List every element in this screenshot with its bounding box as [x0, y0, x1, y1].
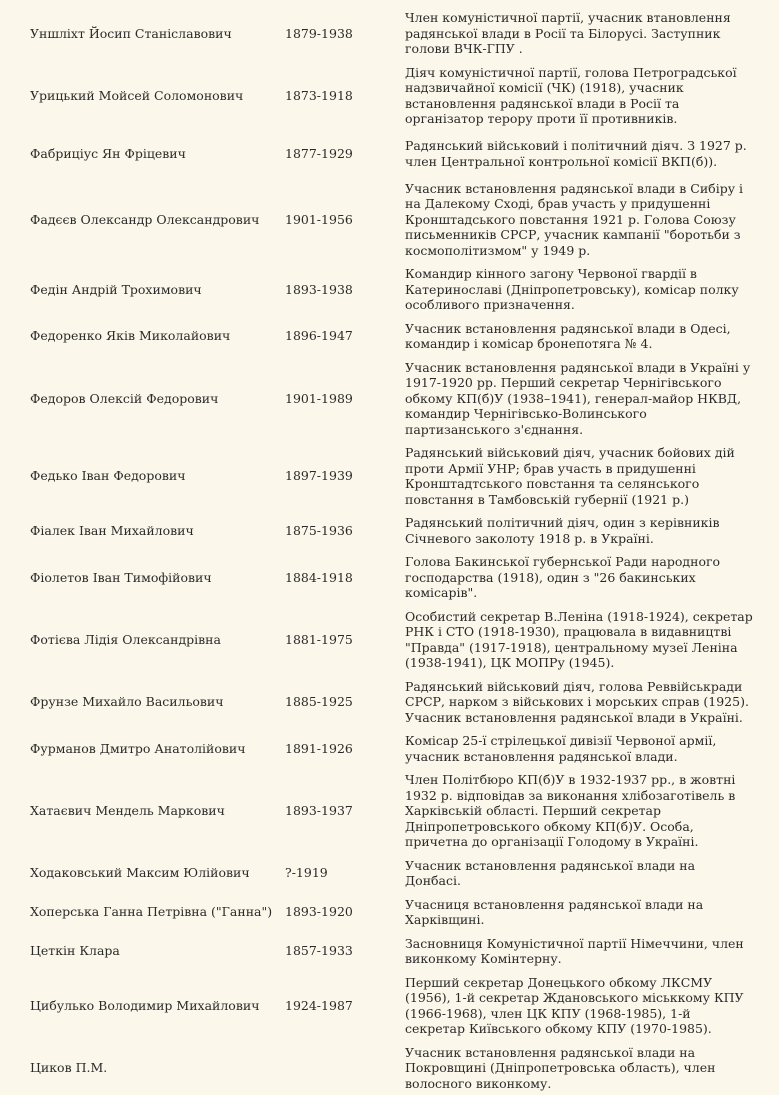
person-years: 1891-1926: [283, 729, 405, 768]
person-description: Комісар 25-ї стрілецької дивізії Червоної армії, учасник встановлення радянської влади.: [405, 729, 779, 768]
person-description: Учасник встановлення радянської влади на Донбасі.: [405, 854, 779, 893]
person-description: Учасник встановлення радянської влади в Одесі, командир і комісар бронепотяга № 4.: [405, 317, 779, 356]
person-years: 1885-1925: [283, 675, 405, 730]
table-row: [0, 177, 779, 263]
person-years: 1901-1989: [283, 356, 405, 442]
person-description: Особистий секретар В.Леніна (1918-1924), секретар РНК і СТО (1918-1930), працювала в видавництві "Правда" (1917-1918), центральному музеї Леніна (1938-1941), ЦК МОПРу (1945).: [405, 605, 779, 675]
person-description: Учасник встановлення радянської влади на Покровщині (Дніпропетровська область), член волосного виконкому.: [405, 1041, 779, 1095]
person-years: 1901-1956: [283, 177, 405, 263]
table-row: [0, 971, 779, 1041]
person-years: [283, 1041, 405, 1095]
table-row: [0, 932, 779, 971]
person-name: Федько Іван Федорович: [0, 441, 283, 511]
person-description: Командир кінного загону Червоної гвардії в Катеринославі (Дніпропетровську), комісар полку особливого призначення.: [405, 262, 779, 317]
table-row: [0, 356, 779, 442]
person-years: 1893-1938: [283, 262, 405, 317]
person-description: Учасниця встановлення радянської влади на Харківщині.: [405, 893, 779, 932]
person-years: 1877-1929: [283, 131, 405, 177]
person-years: 1924-1987: [283, 971, 405, 1041]
person-name: Ходаковський Максим Юлійович: [0, 854, 283, 893]
person-name: Фіолетов Іван Тимофійович: [0, 550, 283, 605]
person-name: Фотієва Лідія Олександрівна: [0, 605, 283, 675]
person-years: 1884-1918: [283, 550, 405, 605]
person-name: Хатаєвич Мендель Маркович: [0, 768, 283, 854]
person-years: 1857-1933: [283, 932, 405, 971]
person-name: Фадєєв Олександр Олександрович: [0, 177, 283, 263]
person-years: 1893-1920: [283, 893, 405, 932]
table-row: [0, 675, 779, 730]
person-description: Радянський політичний діяч, один з керівників Січневого заколоту 1918 р. в Україні.: [405, 511, 779, 550]
person-description: Голова Бакинської губернської Ради народного господарства (1918), один з "26 бакинських комісарів".: [405, 550, 779, 605]
person-years: ?-1919: [283, 854, 405, 893]
person-years: 1897-1939: [283, 441, 405, 511]
person-description: Діяч комуністичної партії, голова Петроградської надзвичайної комісії (ЧК) (1918), учасник встановлення радянської влади в Росії та організатор терору проти її противників.: [405, 61, 779, 131]
table-row: [0, 893, 779, 932]
table-row: [0, 768, 779, 854]
table-row: [0, 854, 779, 893]
person-description: Учасник встановлення радянської влади в Україні у 1917-1920 рр. Перший секретар Чернігівського обкому КП(б)У (1938–1941), генерал-майор НКВД, командир Чернігівсько-Волинського партизанського з'єднання.: [405, 356, 779, 442]
person-years: 1875-1936: [283, 511, 405, 550]
person-name: Федін Андрій Трохимович: [0, 262, 283, 317]
person-description: Засновниця Комуністичної партії Німеччини, член виконкому Комінтерну.: [405, 932, 779, 971]
person-description: Перший секретар Донецького обкому ЛКСМУ (1956), 1-й секретар Ждановського міськкому КПУ (1966-1968), член ЦК КПУ (1968-1985), 1-й секретар Київського обкому КПУ (1970-1985).: [405, 971, 779, 1041]
table-row: [0, 317, 779, 356]
person-name: Фрунзе Михайло Васильович: [0, 675, 283, 730]
person-description: Радянський військовий діяч, учасник бойових дій проти Армії УНР; брав участь в придушенні Кронштадтського повстання та селянського повстання в Тамбовській губернії (1921 р.): [405, 441, 779, 511]
person-years: 1893-1937: [283, 768, 405, 854]
table-row: [0, 441, 779, 511]
people-table-body: [0, 6, 779, 1095]
person-description: Член Політбюро КП(б)У в 1932-1937 рр., в жовтні 1932 р. відповідав за виконання хлібозаготівель в Харківській області. Перший секретар Дніпропетровського обкому КП(б)У. Особа, причетна до організації Голодому в Україні.: [405, 768, 779, 854]
person-description: Учасник встановлення радянської влади в Сибіру і на Далекому Сході, брав участь у придушенні Кронштадського повстання 1921 р. Голова Союзу письменників СРСР, учасник кампанії "боротьби з космополітизмом" у 1949 р.: [405, 177, 779, 263]
table-row: [0, 61, 779, 131]
person-years: 1896-1947: [283, 317, 405, 356]
person-name: Федоров Олексій Федорович: [0, 356, 283, 442]
table-row: [0, 511, 779, 550]
person-name: Фабриціус Ян Фріцевич: [0, 131, 283, 177]
person-name: Хоперська Ганна Петрівна ("Ганна"): [0, 893, 283, 932]
person-years: 1873-1918: [283, 61, 405, 131]
person-name: Цеткін Клара: [0, 932, 283, 971]
person-name: Фіалек Іван Михайлович: [0, 511, 283, 550]
person-name: Фурманов Дмитро Анатолійович: [0, 729, 283, 768]
table-row: [0, 131, 779, 177]
table-row: [0, 6, 779, 61]
table-row: [0, 729, 779, 768]
person-name: Федоренко Яків Миколайович: [0, 317, 283, 356]
person-name: Урицький Мойсей Соломонович: [0, 61, 283, 131]
table-row: [0, 550, 779, 605]
table-row: [0, 605, 779, 675]
person-description: Радянський військовий діяч, голова Реввійськради СРСР, нарком з військових і морських справ (1925). Учасник встановлення радянської влади в Україні.: [405, 675, 779, 730]
person-years: 1879-1938: [283, 6, 405, 61]
person-name: Цибулько Володимир Михайлович: [0, 971, 283, 1041]
person-description: Член комуністичної партії, учасник втановлення радянської влади в Росії та Білорусі. Заступник голови ВЧК-ГПУ .: [405, 6, 779, 61]
document-page: [0, 6, 779, 913]
people-table: [0, 6, 779, 1095]
table-row: [0, 262, 779, 317]
person-name: Уншліхт Йосип Станіславович: [0, 6, 283, 61]
person-name: Циков П.М.: [0, 1041, 283, 1095]
person-description: Радянський військовий і політичний діяч. З 1927 р. член Центральної контрольної комісії ВКП(б)).: [405, 131, 779, 177]
person-years: 1881-1975: [283, 605, 405, 675]
table-row: [0, 1041, 779, 1095]
